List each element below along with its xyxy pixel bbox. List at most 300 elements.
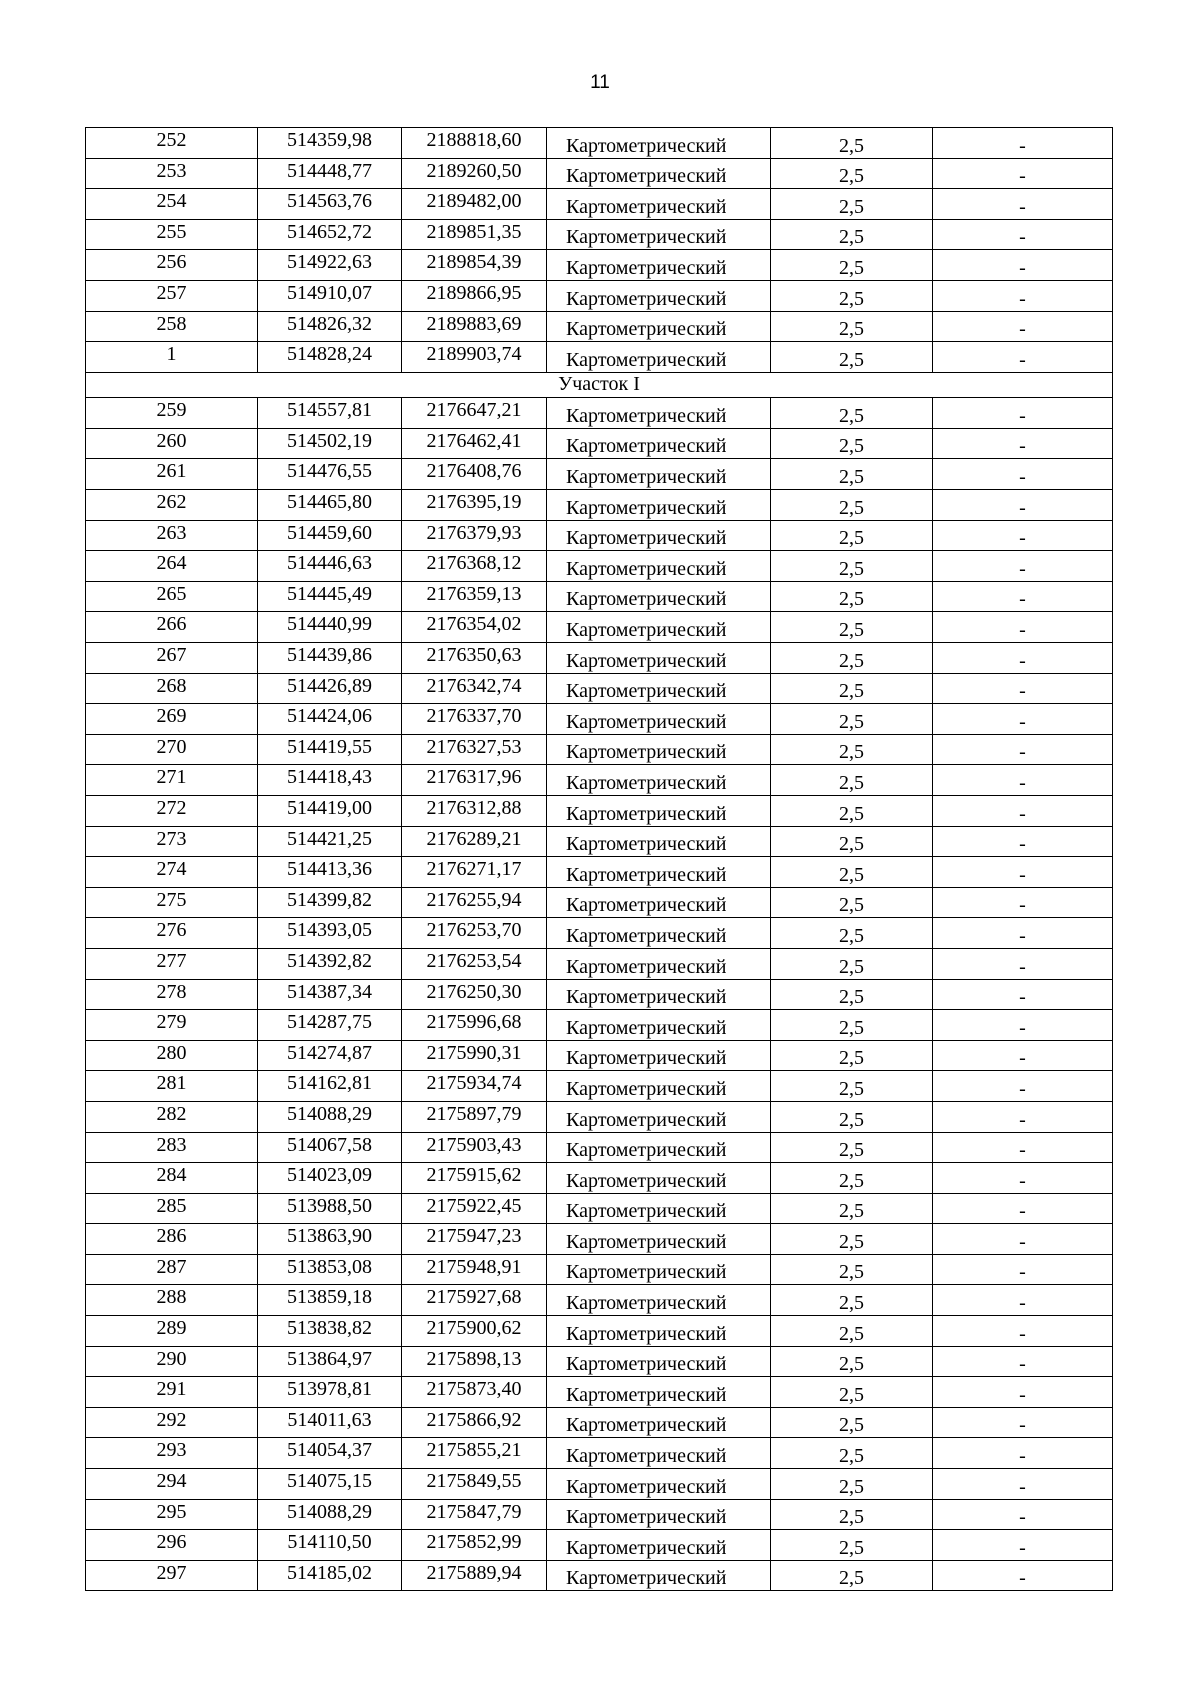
table-row xyxy=(86,250,1113,281)
x-coordinate-cell: 514185,02 xyxy=(258,1560,402,1591)
error-cell: 2,5 xyxy=(771,311,933,342)
point-number-cell: 285 xyxy=(86,1193,258,1224)
point-number-cell: 264 xyxy=(86,551,258,582)
y-coordinate-cell: 2176337,70 xyxy=(402,704,547,735)
table-row xyxy=(86,1438,1113,1469)
error-cell: 2,5 xyxy=(771,1285,933,1316)
x-coordinate-cell: 513988,50 xyxy=(258,1193,402,1224)
note-cell: - xyxy=(933,612,1113,643)
table-row xyxy=(86,826,1113,857)
table-row xyxy=(86,1469,1113,1500)
point-number-cell: 273 xyxy=(86,826,258,857)
table-row xyxy=(86,1132,1113,1163)
error-cell: 2,5 xyxy=(771,857,933,888)
point-number-cell: 1 xyxy=(86,342,258,373)
table-row xyxy=(86,612,1113,643)
method-cell: Картометрический xyxy=(547,398,771,429)
method-cell: Картометрический xyxy=(547,581,771,612)
table-row xyxy=(86,1499,1113,1530)
table-row xyxy=(86,1010,1113,1041)
method-cell: Картометрический xyxy=(547,128,771,159)
table-row xyxy=(86,398,1113,429)
note-cell: - xyxy=(933,948,1113,979)
point-number-cell: 284 xyxy=(86,1163,258,1194)
method-cell: Картометрический xyxy=(547,250,771,281)
x-coordinate-cell: 513863,90 xyxy=(258,1224,402,1255)
y-coordinate-cell: 2176354,02 xyxy=(402,612,547,643)
table-row xyxy=(86,795,1113,826)
table-row xyxy=(86,1530,1113,1561)
table-row xyxy=(86,1071,1113,1102)
method-cell: Картометрический xyxy=(547,1377,771,1408)
y-coordinate-cell: 2175889,94 xyxy=(402,1560,547,1591)
note-cell: - xyxy=(933,581,1113,612)
point-number-cell: 255 xyxy=(86,219,258,250)
method-cell: Картометрический xyxy=(547,280,771,311)
error-cell: 2,5 xyxy=(771,612,933,643)
method-cell: Картометрический xyxy=(547,459,771,490)
note-cell: - xyxy=(933,520,1113,551)
table-body-after-section xyxy=(86,398,1113,1591)
note-cell: - xyxy=(933,1285,1113,1316)
table-row xyxy=(86,581,1113,612)
coordinates-table xyxy=(85,127,1113,1591)
note-cell: - xyxy=(933,857,1113,888)
x-coordinate-cell: 514445,49 xyxy=(258,581,402,612)
point-number-cell: 263 xyxy=(86,520,258,551)
error-cell: 2,5 xyxy=(771,1010,933,1041)
x-coordinate-cell: 514922,63 xyxy=(258,250,402,281)
x-coordinate-cell: 513853,08 xyxy=(258,1254,402,1285)
note-cell: - xyxy=(933,1040,1113,1071)
table-row xyxy=(86,1224,1113,1255)
point-number-cell: 283 xyxy=(86,1132,258,1163)
x-coordinate-cell: 514393,05 xyxy=(258,918,402,949)
y-coordinate-cell: 2175873,40 xyxy=(402,1377,547,1408)
note-cell: - xyxy=(933,1193,1113,1224)
x-coordinate-cell: 514287,75 xyxy=(258,1010,402,1041)
error-cell: 2,5 xyxy=(771,1193,933,1224)
error-cell: 2,5 xyxy=(771,219,933,250)
x-coordinate-cell: 514387,34 xyxy=(258,979,402,1010)
y-coordinate-cell: 2175927,68 xyxy=(402,1285,547,1316)
x-coordinate-cell: 514502,19 xyxy=(258,428,402,459)
table-row xyxy=(86,1193,1113,1224)
error-cell: 2,5 xyxy=(771,520,933,551)
table-row xyxy=(86,643,1113,674)
y-coordinate-cell: 2189903,74 xyxy=(402,342,547,373)
method-cell: Картометрический xyxy=(547,795,771,826)
table-row xyxy=(86,1040,1113,1071)
method-cell: Картометрический xyxy=(547,1346,771,1377)
y-coordinate-cell: 2176289,21 xyxy=(402,826,547,857)
table-row xyxy=(86,490,1113,521)
method-cell: Картометрический xyxy=(547,1469,771,1500)
method-cell: Картометрический xyxy=(547,158,771,189)
table-row xyxy=(86,887,1113,918)
y-coordinate-cell: 2175915,62 xyxy=(402,1163,547,1194)
method-cell: Картометрический xyxy=(547,1010,771,1041)
y-coordinate-cell: 2175948,91 xyxy=(402,1254,547,1285)
table-row xyxy=(86,918,1113,949)
y-coordinate-cell: 2175900,62 xyxy=(402,1316,547,1347)
point-number-cell: 288 xyxy=(86,1285,258,1316)
x-coordinate-cell: 514563,76 xyxy=(258,189,402,220)
y-coordinate-cell: 2176271,17 xyxy=(402,857,547,888)
x-coordinate-cell: 514439,86 xyxy=(258,643,402,674)
note-cell: - xyxy=(933,1224,1113,1255)
table-row xyxy=(86,158,1113,189)
error-cell: 2,5 xyxy=(771,280,933,311)
table-row xyxy=(86,1285,1113,1316)
x-coordinate-cell: 513838,82 xyxy=(258,1316,402,1347)
error-cell: 2,5 xyxy=(771,551,933,582)
error-cell: 2,5 xyxy=(771,342,933,373)
x-coordinate-cell: 514476,55 xyxy=(258,459,402,490)
table-row xyxy=(86,342,1113,373)
y-coordinate-cell: 2176250,30 xyxy=(402,979,547,1010)
x-coordinate-cell: 514652,72 xyxy=(258,219,402,250)
note-cell: - xyxy=(933,795,1113,826)
method-cell: Картометрический xyxy=(547,1530,771,1561)
table-row xyxy=(86,1346,1113,1377)
method-cell: Картометрический xyxy=(547,765,771,796)
table-row xyxy=(86,734,1113,765)
note-cell: - xyxy=(933,1163,1113,1194)
x-coordinate-cell: 514088,29 xyxy=(258,1101,402,1132)
table-row xyxy=(86,280,1113,311)
method-cell: Картометрический xyxy=(547,857,771,888)
point-number-cell: 261 xyxy=(86,459,258,490)
y-coordinate-cell: 2189482,00 xyxy=(402,189,547,220)
point-number-cell: 258 xyxy=(86,311,258,342)
table-row xyxy=(86,765,1113,796)
point-number-cell: 278 xyxy=(86,979,258,1010)
error-cell: 2,5 xyxy=(771,128,933,159)
method-cell: Картометрический xyxy=(547,1071,771,1102)
table-row xyxy=(86,1377,1113,1408)
y-coordinate-cell: 2189854,39 xyxy=(402,250,547,281)
table-row xyxy=(86,428,1113,459)
y-coordinate-cell: 2176395,19 xyxy=(402,490,547,521)
table-row xyxy=(86,979,1113,1010)
note-cell: - xyxy=(933,887,1113,918)
point-number-cell: 265 xyxy=(86,581,258,612)
point-number-cell: 256 xyxy=(86,250,258,281)
method-cell: Картометрический xyxy=(547,734,771,765)
error-cell: 2,5 xyxy=(771,1132,933,1163)
error-cell: 2,5 xyxy=(771,428,933,459)
y-coordinate-cell: 2175903,43 xyxy=(402,1132,547,1163)
note-cell: - xyxy=(933,459,1113,490)
error-cell: 2,5 xyxy=(771,979,933,1010)
point-number-cell: 271 xyxy=(86,765,258,796)
point-number-cell: 267 xyxy=(86,643,258,674)
note-cell: - xyxy=(933,342,1113,373)
method-cell: Картометрический xyxy=(547,551,771,582)
note-cell: - xyxy=(933,1530,1113,1561)
y-coordinate-cell: 2189851,35 xyxy=(402,219,547,250)
y-coordinate-cell: 2176317,96 xyxy=(402,765,547,796)
y-coordinate-cell: 2175990,31 xyxy=(402,1040,547,1071)
point-number-cell: 276 xyxy=(86,918,258,949)
method-cell: Картометрический xyxy=(547,1040,771,1071)
note-cell: - xyxy=(933,1101,1113,1132)
note-cell: - xyxy=(933,826,1113,857)
x-coordinate-cell: 514826,32 xyxy=(258,311,402,342)
note-cell: - xyxy=(933,1254,1113,1285)
error-cell: 2,5 xyxy=(771,1438,933,1469)
x-coordinate-cell: 514426,89 xyxy=(258,673,402,704)
error-cell: 2,5 xyxy=(771,1346,933,1377)
x-coordinate-cell: 514465,80 xyxy=(258,490,402,521)
error-cell: 2,5 xyxy=(771,734,933,765)
x-coordinate-cell: 514828,24 xyxy=(258,342,402,373)
method-cell: Картометрический xyxy=(547,1224,771,1255)
x-coordinate-cell: 514446,63 xyxy=(258,551,402,582)
x-coordinate-cell: 514459,60 xyxy=(258,520,402,551)
error-cell: 2,5 xyxy=(771,459,933,490)
method-cell: Картометрический xyxy=(547,643,771,674)
y-coordinate-cell: 2175849,55 xyxy=(402,1469,547,1500)
method-cell: Картометрический xyxy=(547,887,771,918)
x-coordinate-cell: 514448,77 xyxy=(258,158,402,189)
y-coordinate-cell: 2176462,41 xyxy=(402,428,547,459)
point-number-cell: 262 xyxy=(86,490,258,521)
y-coordinate-cell: 2176368,12 xyxy=(402,551,547,582)
error-cell: 2,5 xyxy=(771,1101,933,1132)
x-coordinate-cell: 514274,87 xyxy=(258,1040,402,1071)
method-cell: Картометрический xyxy=(547,189,771,220)
x-coordinate-cell: 513859,18 xyxy=(258,1285,402,1316)
point-number-cell: 296 xyxy=(86,1530,258,1561)
method-cell: Картометрический xyxy=(547,1193,771,1224)
method-cell: Картометрический xyxy=(547,1163,771,1194)
note-cell: - xyxy=(933,643,1113,674)
y-coordinate-cell: 2176312,88 xyxy=(402,795,547,826)
error-cell: 2,5 xyxy=(771,398,933,429)
note-cell: - xyxy=(933,1132,1113,1163)
method-cell: Картометрический xyxy=(547,1407,771,1438)
point-number-cell: 254 xyxy=(86,189,258,220)
x-coordinate-cell: 514088,29 xyxy=(258,1499,402,1530)
error-cell: 2,5 xyxy=(771,643,933,674)
error-cell: 2,5 xyxy=(771,1469,933,1500)
x-coordinate-cell: 514421,25 xyxy=(258,826,402,857)
error-cell: 2,5 xyxy=(771,1163,933,1194)
table-row xyxy=(86,1163,1113,1194)
table-row xyxy=(86,189,1113,220)
point-number-cell: 294 xyxy=(86,1469,258,1500)
table-row xyxy=(86,1560,1113,1591)
y-coordinate-cell: 2175898,13 xyxy=(402,1346,547,1377)
error-cell: 2,5 xyxy=(771,795,933,826)
error-cell: 2,5 xyxy=(771,1040,933,1071)
point-number-cell: 292 xyxy=(86,1407,258,1438)
note-cell: - xyxy=(933,1438,1113,1469)
x-coordinate-cell: 514023,09 xyxy=(258,1163,402,1194)
point-number-cell: 289 xyxy=(86,1316,258,1347)
note-cell: - xyxy=(933,189,1113,220)
x-coordinate-cell: 514557,81 xyxy=(258,398,402,429)
table-row xyxy=(86,1316,1113,1347)
note-cell: - xyxy=(933,311,1113,342)
error-cell: 2,5 xyxy=(771,704,933,735)
x-coordinate-cell: 514418,43 xyxy=(258,765,402,796)
point-number-cell: 270 xyxy=(86,734,258,765)
point-number-cell: 259 xyxy=(86,398,258,429)
method-cell: Картометрический xyxy=(547,1132,771,1163)
method-cell: Картометрический xyxy=(547,1438,771,1469)
method-cell: Картометрический xyxy=(547,673,771,704)
table-row xyxy=(86,704,1113,735)
error-cell: 2,5 xyxy=(771,1224,933,1255)
y-coordinate-cell: 2175847,79 xyxy=(402,1499,547,1530)
point-number-cell: 297 xyxy=(86,1560,258,1591)
note-cell: - xyxy=(933,1407,1113,1438)
point-number-cell: 293 xyxy=(86,1438,258,1469)
point-number-cell: 266 xyxy=(86,612,258,643)
method-cell: Картометрический xyxy=(547,520,771,551)
x-coordinate-cell: 514054,37 xyxy=(258,1438,402,1469)
error-cell: 2,5 xyxy=(771,673,933,704)
y-coordinate-cell: 2189883,69 xyxy=(402,311,547,342)
point-number-cell: 252 xyxy=(86,128,258,159)
point-number-cell: 290 xyxy=(86,1346,258,1377)
table-row xyxy=(86,1101,1113,1132)
note-cell: - xyxy=(933,158,1113,189)
point-number-cell: 257 xyxy=(86,280,258,311)
x-coordinate-cell: 514110,50 xyxy=(258,1530,402,1561)
error-cell: 2,5 xyxy=(771,887,933,918)
note-cell: - xyxy=(933,1071,1113,1102)
table-row xyxy=(86,857,1113,888)
method-cell: Картометрический xyxy=(547,428,771,459)
error-cell: 2,5 xyxy=(771,1530,933,1561)
note-cell: - xyxy=(933,398,1113,429)
table-row xyxy=(86,128,1113,159)
point-number-cell: 281 xyxy=(86,1071,258,1102)
table-row xyxy=(86,311,1113,342)
note-cell: - xyxy=(933,1346,1113,1377)
y-coordinate-cell: 2176647,21 xyxy=(402,398,547,429)
method-cell: Картометрический xyxy=(547,1560,771,1591)
error-cell: 2,5 xyxy=(771,1499,933,1530)
y-coordinate-cell: 2175947,23 xyxy=(402,1224,547,1255)
point-number-cell: 287 xyxy=(86,1254,258,1285)
method-cell: Картометрический xyxy=(547,826,771,857)
note-cell: - xyxy=(933,551,1113,582)
x-coordinate-cell: 513864,97 xyxy=(258,1346,402,1377)
point-number-cell: 272 xyxy=(86,795,258,826)
method-cell: Картометрический xyxy=(547,1499,771,1530)
y-coordinate-cell: 2176350,63 xyxy=(402,643,547,674)
point-number-cell: 279 xyxy=(86,1010,258,1041)
point-number-cell: 275 xyxy=(86,887,258,918)
point-number-cell: 268 xyxy=(86,673,258,704)
x-coordinate-cell: 514162,81 xyxy=(258,1071,402,1102)
table-row xyxy=(86,948,1113,979)
note-cell: - xyxy=(933,1469,1113,1500)
point-number-cell: 260 xyxy=(86,428,258,459)
table-row xyxy=(86,551,1113,582)
method-cell: Картометрический xyxy=(547,979,771,1010)
y-coordinate-cell: 2176342,74 xyxy=(402,673,547,704)
note-cell: - xyxy=(933,490,1113,521)
y-coordinate-cell: 2176408,76 xyxy=(402,459,547,490)
y-coordinate-cell: 2189260,50 xyxy=(402,158,547,189)
method-cell: Картометрический xyxy=(547,490,771,521)
x-coordinate-cell: 513978,81 xyxy=(258,1377,402,1408)
point-number-cell: 274 xyxy=(86,857,258,888)
method-cell: Картометрический xyxy=(547,948,771,979)
error-cell: 2,5 xyxy=(771,1560,933,1591)
point-number-cell: 277 xyxy=(86,948,258,979)
x-coordinate-cell: 514413,36 xyxy=(258,857,402,888)
note-cell: - xyxy=(933,1499,1113,1530)
note-cell: - xyxy=(933,979,1113,1010)
y-coordinate-cell: 2176253,54 xyxy=(402,948,547,979)
point-number-cell: 269 xyxy=(86,704,258,735)
note-cell: - xyxy=(933,280,1113,311)
note-cell: - xyxy=(933,1377,1113,1408)
x-coordinate-cell: 514075,15 xyxy=(258,1469,402,1500)
method-cell: Картометрический xyxy=(547,612,771,643)
method-cell: Картометрический xyxy=(547,311,771,342)
point-number-cell: 253 xyxy=(86,158,258,189)
error-cell: 2,5 xyxy=(771,158,933,189)
y-coordinate-cell: 2176379,93 xyxy=(402,520,547,551)
x-coordinate-cell: 514399,82 xyxy=(258,887,402,918)
error-cell: 2,5 xyxy=(771,1316,933,1347)
error-cell: 2,5 xyxy=(771,918,933,949)
error-cell: 2,5 xyxy=(771,948,933,979)
y-coordinate-cell: 2175934,74 xyxy=(402,1071,547,1102)
method-cell: Картометрический xyxy=(547,1316,771,1347)
table-row xyxy=(86,219,1113,250)
y-coordinate-cell: 2175855,21 xyxy=(402,1438,547,1469)
note-cell: - xyxy=(933,734,1113,765)
note-cell: - xyxy=(933,765,1113,796)
point-number-cell: 280 xyxy=(86,1040,258,1071)
note-cell: - xyxy=(933,918,1113,949)
x-coordinate-cell: 514067,58 xyxy=(258,1132,402,1163)
method-cell: Картометрический xyxy=(547,342,771,373)
method-cell: Картометрический xyxy=(547,219,771,250)
x-coordinate-cell: 514440,99 xyxy=(258,612,402,643)
error-cell: 2,5 xyxy=(771,1377,933,1408)
y-coordinate-cell: 2175897,79 xyxy=(402,1101,547,1132)
x-coordinate-cell: 514359,98 xyxy=(258,128,402,159)
error-cell: 2,5 xyxy=(771,581,933,612)
y-coordinate-cell: 2175852,99 xyxy=(402,1530,547,1561)
y-coordinate-cell: 2176255,94 xyxy=(402,887,547,918)
error-cell: 2,5 xyxy=(771,1254,933,1285)
x-coordinate-cell: 514011,63 xyxy=(258,1407,402,1438)
y-coordinate-cell: 2188818,60 xyxy=(402,128,547,159)
note-cell: - xyxy=(933,1010,1113,1041)
x-coordinate-cell: 514424,06 xyxy=(258,704,402,735)
y-coordinate-cell: 2176359,13 xyxy=(402,581,547,612)
y-coordinate-cell: 2176327,53 xyxy=(402,734,547,765)
method-cell: Картометрический xyxy=(547,704,771,735)
point-number-cell: 286 xyxy=(86,1224,258,1255)
x-coordinate-cell: 514419,00 xyxy=(258,795,402,826)
page-number: 11 xyxy=(590,72,610,93)
error-cell: 2,5 xyxy=(771,250,933,281)
x-coordinate-cell: 514419,55 xyxy=(258,734,402,765)
note-cell: - xyxy=(933,673,1113,704)
